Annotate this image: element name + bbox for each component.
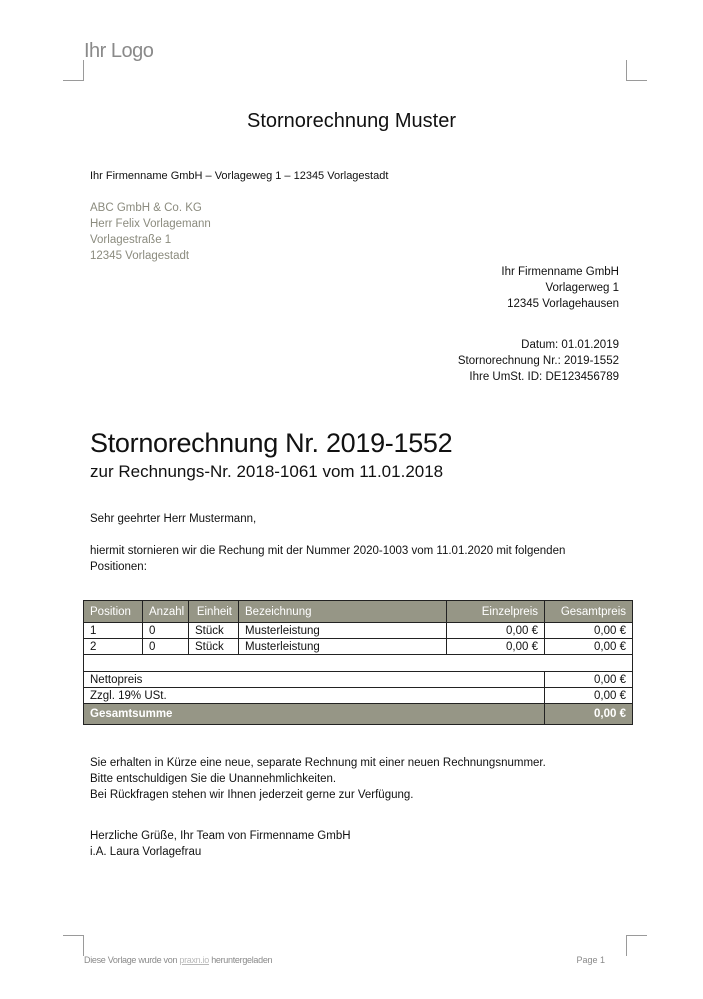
page-number: Page 1 xyxy=(576,955,605,965)
cell-position: 2 xyxy=(84,639,143,655)
company-address-line: 12345 Vorlagehausen xyxy=(507,298,619,310)
cell-total-price: 0,00 € xyxy=(545,639,633,655)
cell-quantity: 0 xyxy=(143,639,189,655)
invoice-subheading: zur Rechnungs-Nr. 2018-1061 vom 11.01.2018 xyxy=(90,462,444,481)
closing-paragraph xyxy=(90,755,610,803)
footer-note xyxy=(84,955,272,965)
invoice-meta xyxy=(458,337,619,385)
line-items-table xyxy=(83,600,633,725)
crop-mark-top-right xyxy=(626,60,647,81)
footer-text: Diese Vorlage wurde von xyxy=(84,955,180,965)
header-unit: Einheit xyxy=(189,601,239,623)
company-address-line: Vorlagerweg 1 xyxy=(545,282,619,294)
recipient-line: Vorlagestraße 1 xyxy=(90,234,172,246)
header-description: Bezeichnung xyxy=(239,601,447,623)
invoice-heading: Stornorechnung Nr. 2019-1552 xyxy=(90,428,453,458)
cell-quantity: 0 xyxy=(143,623,189,639)
recipient-line: ABC GmbH & Co. KG xyxy=(90,202,202,214)
table-header-row xyxy=(84,601,633,623)
footer-text: heruntergeladen xyxy=(209,955,273,965)
logo-placeholder: Ihr Logo xyxy=(84,40,154,62)
header-position: Position xyxy=(84,601,143,623)
table-row xyxy=(84,639,633,655)
closing-line: Bitte entschuldigen Sie die Unannehmlichkeiten. xyxy=(90,773,337,785)
footer-link[interactable]: praxn.io xyxy=(179,955,209,965)
net-label: Nettopreis xyxy=(84,672,545,688)
cell-unit-price: 0,00 € xyxy=(447,623,545,639)
meta-date: Datum: 01.01.2019 xyxy=(521,339,619,351)
recipient-line: 12345 Vorlagestadt xyxy=(90,250,190,262)
spacer-cell xyxy=(84,655,633,672)
sender-return-line: Ihr Firmenname GmbH – Vorlageweg 1 – 12345 Vorlagestadt xyxy=(90,170,389,182)
intro-line: hiermit stornieren wir die Rechung mit der Nummer 2020-1003 vom 11.01.2020 mit folgenden xyxy=(90,545,566,557)
intro-paragraph xyxy=(90,543,610,575)
document-title: Stornorechnung Muster xyxy=(246,110,456,132)
recipient-address xyxy=(90,200,211,264)
table-row xyxy=(84,623,633,639)
salutation: Sehr geehrter Herr Mustermann, xyxy=(90,513,257,525)
signature-line: i.A. Laura Vorlagefrau xyxy=(90,846,202,858)
cell-position: 1 xyxy=(84,623,143,639)
crop-mark-bottom-left xyxy=(63,935,84,956)
closing-line: Sie erhalten in Kürze eine neue, separate Rechnung mit einer neuen Rechnungsnummer. xyxy=(90,757,546,769)
cell-unit-price: 0,00 € xyxy=(447,639,545,655)
crop-mark-bottom-right xyxy=(626,935,647,956)
cell-unit: Stück xyxy=(189,623,239,639)
meta-invoice-number: Stornorechnung Nr.: 2019-1552 xyxy=(457,355,619,367)
company-address xyxy=(501,264,619,312)
header-quantity: Anzahl xyxy=(143,601,189,623)
total-row xyxy=(84,704,633,725)
intro-line: Positionen: xyxy=(90,561,147,573)
total-label: Gesamtsumme xyxy=(84,704,545,725)
crop-mark-top-left xyxy=(63,60,84,81)
regards-line: Herzliche Grüße, Ihr Team von Firmenname GmbH xyxy=(90,830,351,842)
closing-line: Bei Rückfragen stehen wir Ihnen jederzeit gerne zur Verfügung. xyxy=(90,789,414,801)
company-address-line: Ihr Firmenname GmbH xyxy=(501,266,619,278)
total-value: 0,00 € xyxy=(545,704,633,725)
header-total-price: Gesamtpreis xyxy=(545,601,633,623)
vat-label: Zzgl. 19% USt. xyxy=(84,688,545,704)
recipient-line: Herr Felix Vorlagemann xyxy=(90,218,211,230)
net-value: 0,00 € xyxy=(545,672,633,688)
regards-block xyxy=(90,828,610,860)
header-unit-price: Einzelpreis xyxy=(447,601,545,623)
table-spacer-row xyxy=(84,655,633,672)
cell-unit: Stück xyxy=(189,639,239,655)
cell-total-price: 0,00 € xyxy=(545,623,633,639)
vat-value: 0,00 € xyxy=(545,688,633,704)
meta-vat-id: Ihre UmSt. ID: DE123456789 xyxy=(469,371,619,383)
net-row xyxy=(84,672,633,688)
cell-description: Musterleistung xyxy=(239,623,447,639)
vat-row xyxy=(84,688,633,704)
cell-description: Musterleistung xyxy=(239,639,447,655)
